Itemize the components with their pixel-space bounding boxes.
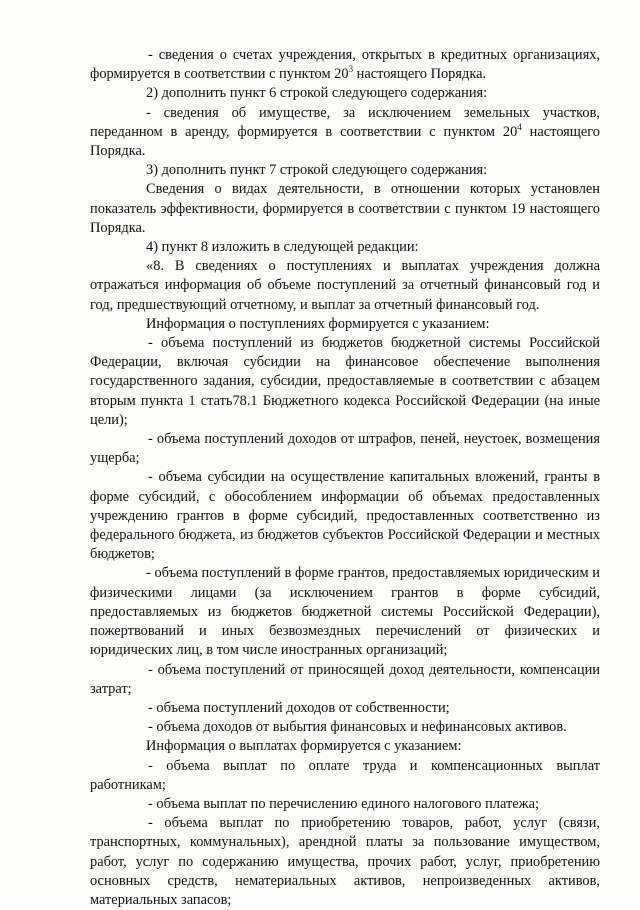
list-item: - объема поступлений от приносящей доход деятельности, компенсации затрат; bbox=[90, 661, 600, 697]
paragraph: Информация о выплатах формируется с указанием: bbox=[146, 738, 462, 755]
paragraph: 3) дополнить пункт 7 строкой следующего содержания: bbox=[146, 162, 488, 179]
paragraph: Информация о поступлениях формируется с указанием: bbox=[146, 315, 490, 332]
list-item: - объема доходов от выбытия финансовых и нефинансовых активов. bbox=[148, 719, 567, 736]
paragraph: «8. В сведениях о поступлениях и выплатах учреждения должна отражаться информация об объеме поступлений за отчетный финансовый год и год, предшествующий отчетному, и выплат за отчетный финансовый год. bbox=[90, 258, 600, 313]
list-item: - объема поступлений в форме грантов, предоставляемых юридическим и физическими лицами (за исключением грантов в форме субсидий, предоставляемых из бюджетов бюджетной системы Российской Федерации), пожертвований и иных безвозмездных перечислений от физических и юридических лиц, в том числе иностранных организаций; bbox=[90, 565, 600, 659]
paragraph: 4) пункт 8 изложить в следующей редакции: bbox=[146, 239, 419, 256]
list-item: - объема выплат по оплате труда и компенсационных выплат работникам; bbox=[90, 757, 600, 793]
list-item: - объема поступлений доходов от штрафов, пеней, неустоек, возмещения ущерба; bbox=[90, 431, 600, 467]
paragraph: 2) дополнить пункт 6 строкой следующего содержания: bbox=[146, 85, 488, 102]
list-item: - объема выплат по приобретению товаров, работ, услуг (связи, транспортных, коммунальных), арендной платы за пользование имуществом, работ, услуг по содержанию имущества, прочих работ, услуг, приобретению основных средств, нематериальных активов, непроизведенных активов, материальных запасов; bbox=[90, 815, 600, 908]
list-item: - объема выплат по перечислению единого налогового платежа; bbox=[148, 795, 539, 812]
paragraph: - сведения об имуществе, за исключением земельных участков, переданном в аренду, формируется в соответствии с пунктом $20^4$ настоящего Порядка. bbox=[90, 104, 600, 160]
list-item: - объема поступлений из бюджетов бюджетной системы Российской Федерации, включая субсидии на финансовое обеспечение выполнения государственного задания, субсидии, предоставляемые в соответствии с абзацем вторым пункта 1 стать78.1 Бюджетного кодекса Российской Федерации (на иные цели); bbox=[90, 335, 600, 428]
list-item: - объема поступлений доходов от собственности; bbox=[148, 699, 450, 716]
superscript: 3 bbox=[348, 64, 354, 75]
paragraph: Сведения о видах деятельности, в отношении которых установлен показатель эффективности, формируется в соответствии с пунктом 19 настоящего Порядка. bbox=[90, 181, 600, 236]
superscript: 4 bbox=[517, 122, 522, 133]
list-item: - объема субсидии на осуществление капитальных вложений, гранты в форме субсидий, с обособлением информации об объемах предоставленных учреждению грантов в форме субсидий, предоставленных соответственно из федерального бюджета, из бюджетов субъектов Российской Федерации и местных бюджетов; bbox=[90, 469, 600, 563]
paragraph: - сведения о счетах учреждения, открытых в кредитных организациях, формируется в соответствии с пунктом $20^3$ настоящего Порядка. bbox=[90, 47, 600, 83]
document-body bbox=[90, 46, 600, 910]
